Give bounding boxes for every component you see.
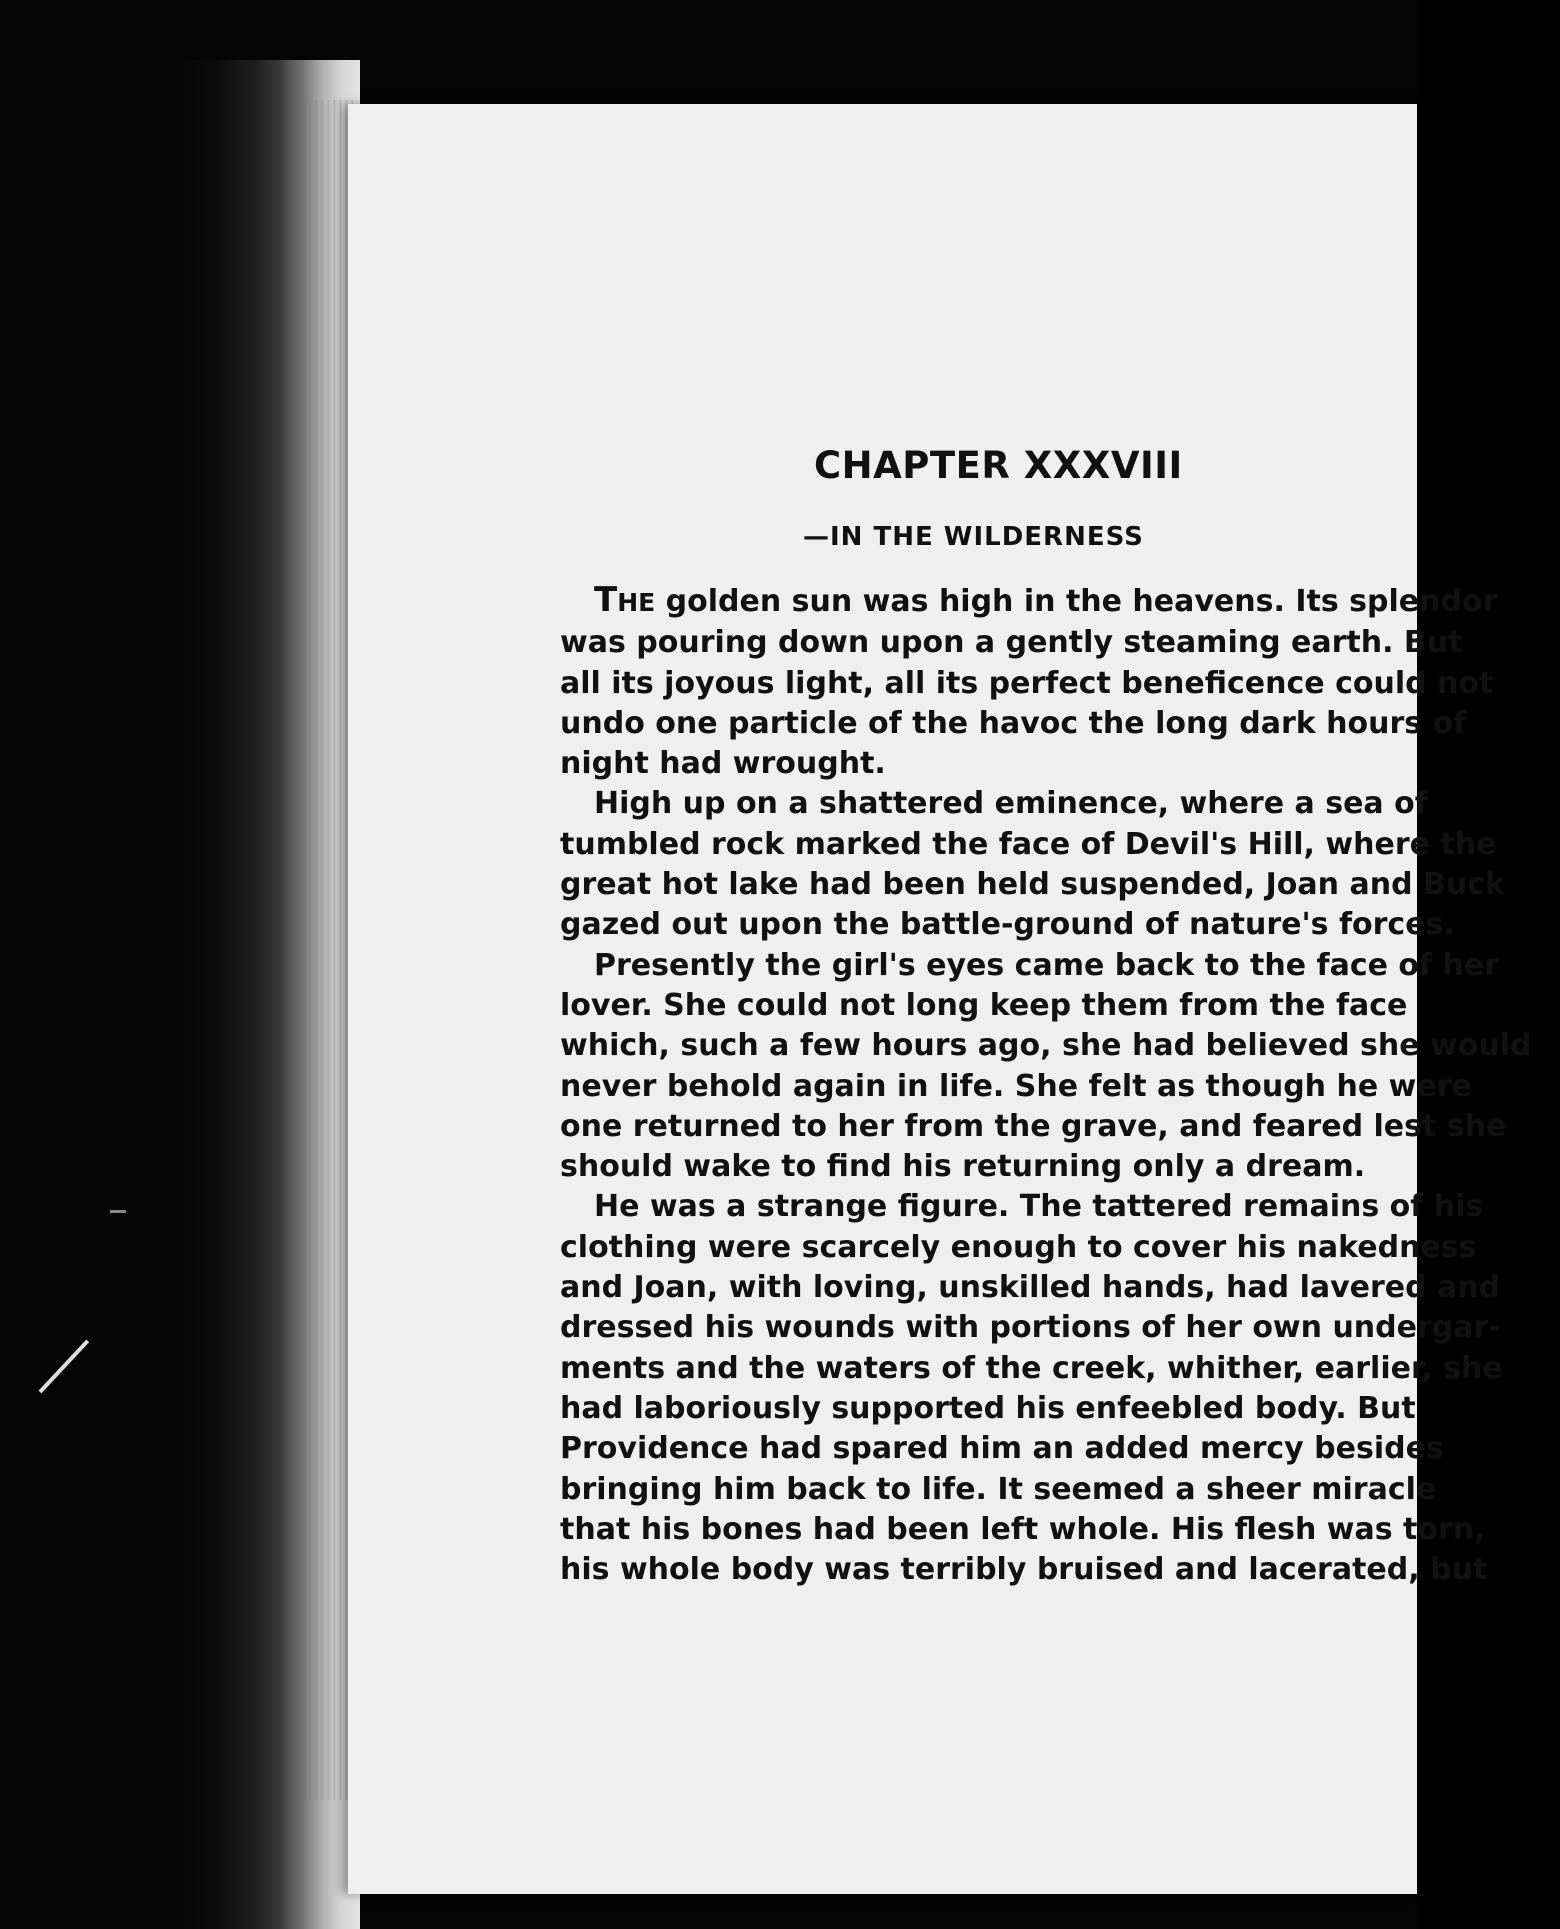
text-line: undo one particle of the havoc the long dark hours of [560,705,1467,741]
text-line: High up on a shattered eminence, where a sea of [594,786,1428,822]
text-line: one returned to her from the grave, and feared lest she [560,1108,1507,1144]
text-line: and Joan, with loving, unskilled hands, had lavered and [560,1270,1501,1306]
scan-artifact-dash [110,1210,126,1213]
text-line: which, such a few hours ago, she had believed she would [560,1028,1532,1064]
body-text [560,580,1560,1590]
chapter-title: CHAPTER XXXVIII [814,444,1183,487]
text-line: his whole body was terribly bruised and lacerated, but [560,1552,1488,1588]
text-line: had laboriously supported his enfeebled body. But [560,1390,1416,1426]
text-line: never behold again in life. She felt as though he were [560,1068,1472,1104]
page-stack-edge [300,100,355,1800]
drop-word: T [594,580,618,620]
chapter-subtitle: —IN THE WILDERNESS [803,522,1144,552]
text-line: gazed out upon the battle-ground of nature's forces. [560,907,1455,943]
text-line: should wake to find his returning only a dream. [560,1149,1366,1185]
text-line: ments and the waters of the creek, whither, earlier, she [560,1350,1503,1386]
text-line: that his bones had been left whole. His flesh was torn, [560,1511,1486,1547]
text-line: He was a strange figure. The tattered remains of his [594,1189,1484,1225]
text-line: tumbled rock marked the face of Devil's Hill, where the [560,826,1497,862]
text-line: lover. She could not long keep them from the face [560,987,1408,1023]
text-line: night had wrought. [560,746,886,782]
text-line: all its joyous light, all its perfect beneficence could not [560,665,1494,701]
text-line: dressed his wounds with portions of her own undergar- [560,1310,1501,1346]
text-line: Providence had spared him an added mercy besides [560,1431,1444,1467]
text-line: clothing were scarcely enough to cover his nakedness [560,1229,1477,1265]
text-line: THE golden sun was high in the heavens. Its splendor [594,580,1498,620]
text-line: bringing him back to life. It seemed a sheer miracle [560,1471,1437,1507]
text-line: was pouring down upon a gently steaming earth. But [560,625,1463,661]
book-page [348,104,1532,1894]
text-line: great hot lake had been held suspended, Joan and Buck [560,867,1505,903]
text-line: Presently the girl's eyes came back to the face of her [594,947,1500,983]
drop-word-rest: HE [617,588,656,617]
